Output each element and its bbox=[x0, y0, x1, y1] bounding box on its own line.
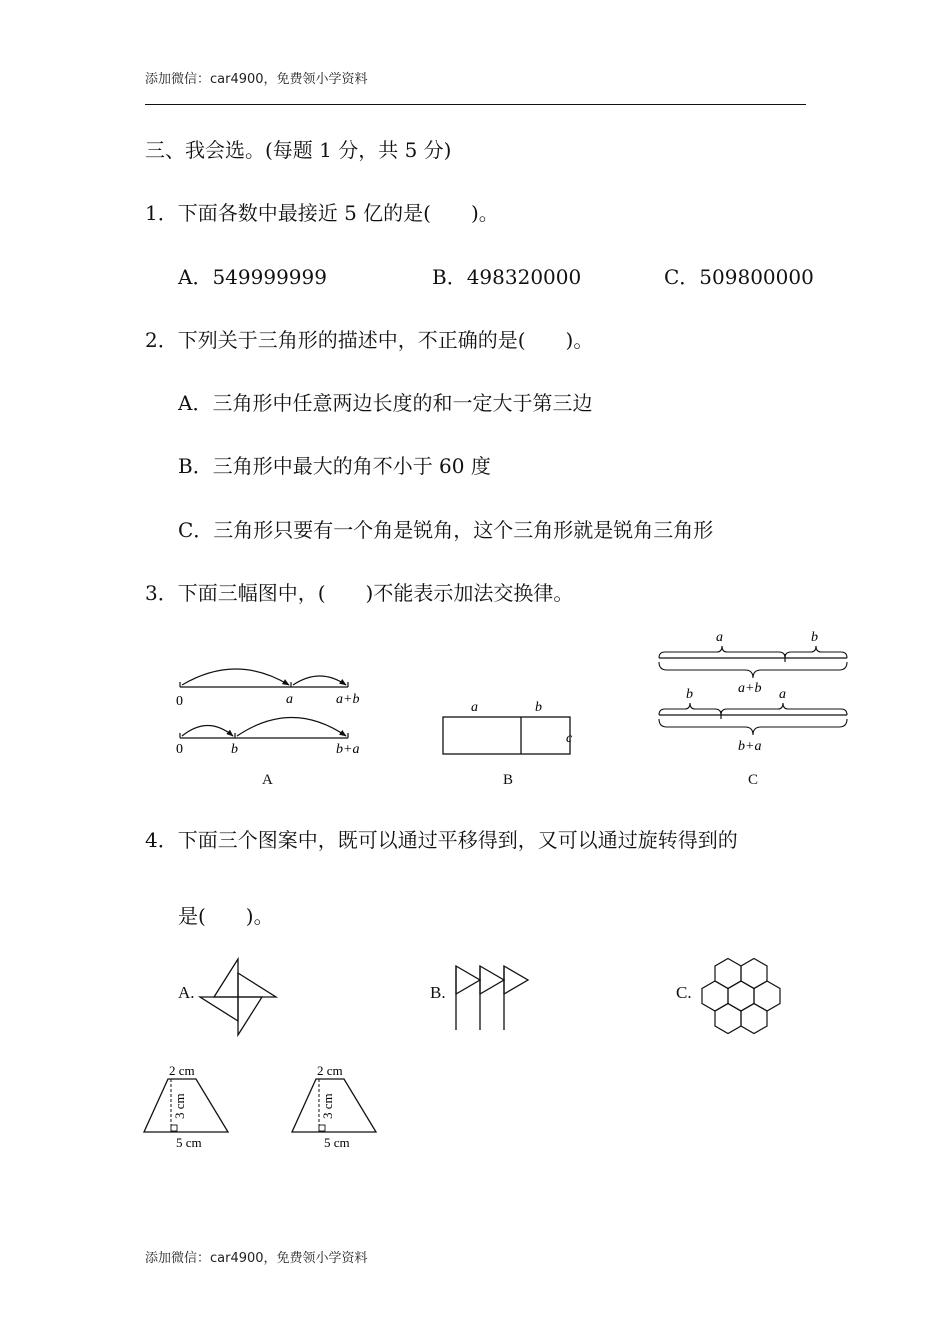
brace-label: a+b bbox=[738, 681, 762, 696]
brace-label: b bbox=[811, 630, 818, 645]
question-3-stem: 3．下面三幅图中，( )不能表示加法交换律。 bbox=[145, 581, 574, 605]
tick-label: b+a bbox=[336, 742, 360, 757]
trapezoid-height-label: 3 cm bbox=[172, 1093, 187, 1119]
header-watermark: 添加微信：car4900，免费领小学资料 bbox=[145, 72, 368, 87]
section-title: 三、我会选。(每题 1 分，共 5 分) bbox=[145, 138, 452, 162]
trapezoid-height-label: 3 cm bbox=[320, 1093, 335, 1119]
jump-arrow bbox=[182, 669, 289, 685]
question-1-option-c: C．509800000 bbox=[664, 265, 814, 289]
rect-label-c: c bbox=[566, 731, 573, 746]
brace-label: b+a bbox=[738, 739, 762, 754]
question-1-option-a: A．549999999 bbox=[178, 265, 327, 289]
question-2-option-a: A．三角形中任意两边长度的和一定大于第三边 bbox=[178, 391, 593, 415]
brace-label: a bbox=[779, 687, 786, 702]
q4-option-b-label: B. bbox=[430, 983, 446, 1002]
jump-arrow bbox=[182, 726, 233, 737]
pattern-b-flags bbox=[450, 962, 535, 1034]
question-2-option-b: B．三角形中最大的角不小于 60 度 bbox=[178, 454, 491, 478]
figure-c-braces bbox=[655, 628, 855, 758]
trapezoid-top-label: 2 cm bbox=[317, 1063, 343, 1078]
trapezoid-top-label: 2 cm bbox=[169, 1063, 195, 1078]
question-2-stem: 2．下列关于三角形的描述中，不正确的是( )。 bbox=[145, 328, 594, 352]
question-2-option-c: C．三角形只要有一个角是锐角，这个三角形就是锐角三角形 bbox=[178, 518, 714, 542]
question-1-stem: 1．下面各数中最接近 5 亿的是( )。 bbox=[145, 201, 499, 225]
tick-label: b bbox=[231, 742, 238, 757]
hexagon-cell bbox=[715, 1004, 741, 1034]
tick-label: 0 bbox=[176, 694, 183, 709]
trapezoid-2 bbox=[288, 1062, 388, 1154]
trapezoid-1 bbox=[140, 1062, 240, 1154]
hexagon-cell bbox=[741, 959, 767, 989]
figure-label-b: B bbox=[503, 772, 514, 788]
tick-label: a bbox=[286, 692, 293, 707]
question-4-stem-cont: 是( )。 bbox=[178, 904, 274, 928]
hexagon-cell bbox=[741, 1004, 767, 1034]
brace-label: a bbox=[716, 630, 723, 645]
figure-b-rectangle bbox=[435, 695, 585, 765]
rect-label-b: b bbox=[535, 700, 542, 715]
jump-arrow bbox=[293, 676, 346, 685]
trapezoid-bottom-label: 5 cm bbox=[324, 1135, 350, 1150]
question-4-stem: 4．下面三个图案中，既可以通过平移得到，又可以通过旋转得到的 bbox=[145, 828, 738, 852]
tick-label: a+b bbox=[336, 692, 360, 707]
footer-watermark: 添加微信：car4900，免费领小学资料 bbox=[145, 1251, 368, 1266]
q4-option-c-label: C. bbox=[676, 983, 692, 1002]
tick-label: 0 bbox=[176, 742, 183, 757]
jump-arrow bbox=[237, 718, 346, 737]
hexagon-cell bbox=[715, 959, 741, 989]
pattern-a-pinwheel bbox=[198, 955, 280, 1039]
figure-label-a: A bbox=[262, 772, 273, 788]
header-divider bbox=[145, 104, 806, 105]
rect-label-a: a bbox=[471, 700, 478, 715]
hexagon-cell bbox=[702, 981, 728, 1011]
pattern-c-hexagons bbox=[696, 950, 786, 1042]
hexagon-cell bbox=[754, 981, 780, 1011]
figure-a-number-lines bbox=[170, 655, 380, 765]
figure-label-c: C bbox=[748, 772, 759, 788]
hexagon-cell bbox=[728, 981, 754, 1011]
trapezoid-bottom-label: 5 cm bbox=[176, 1135, 202, 1150]
q4-option-a-label: A. bbox=[178, 983, 195, 1002]
question-1-option-b: B．498320000 bbox=[432, 265, 582, 289]
brace-label: b bbox=[686, 687, 693, 702]
